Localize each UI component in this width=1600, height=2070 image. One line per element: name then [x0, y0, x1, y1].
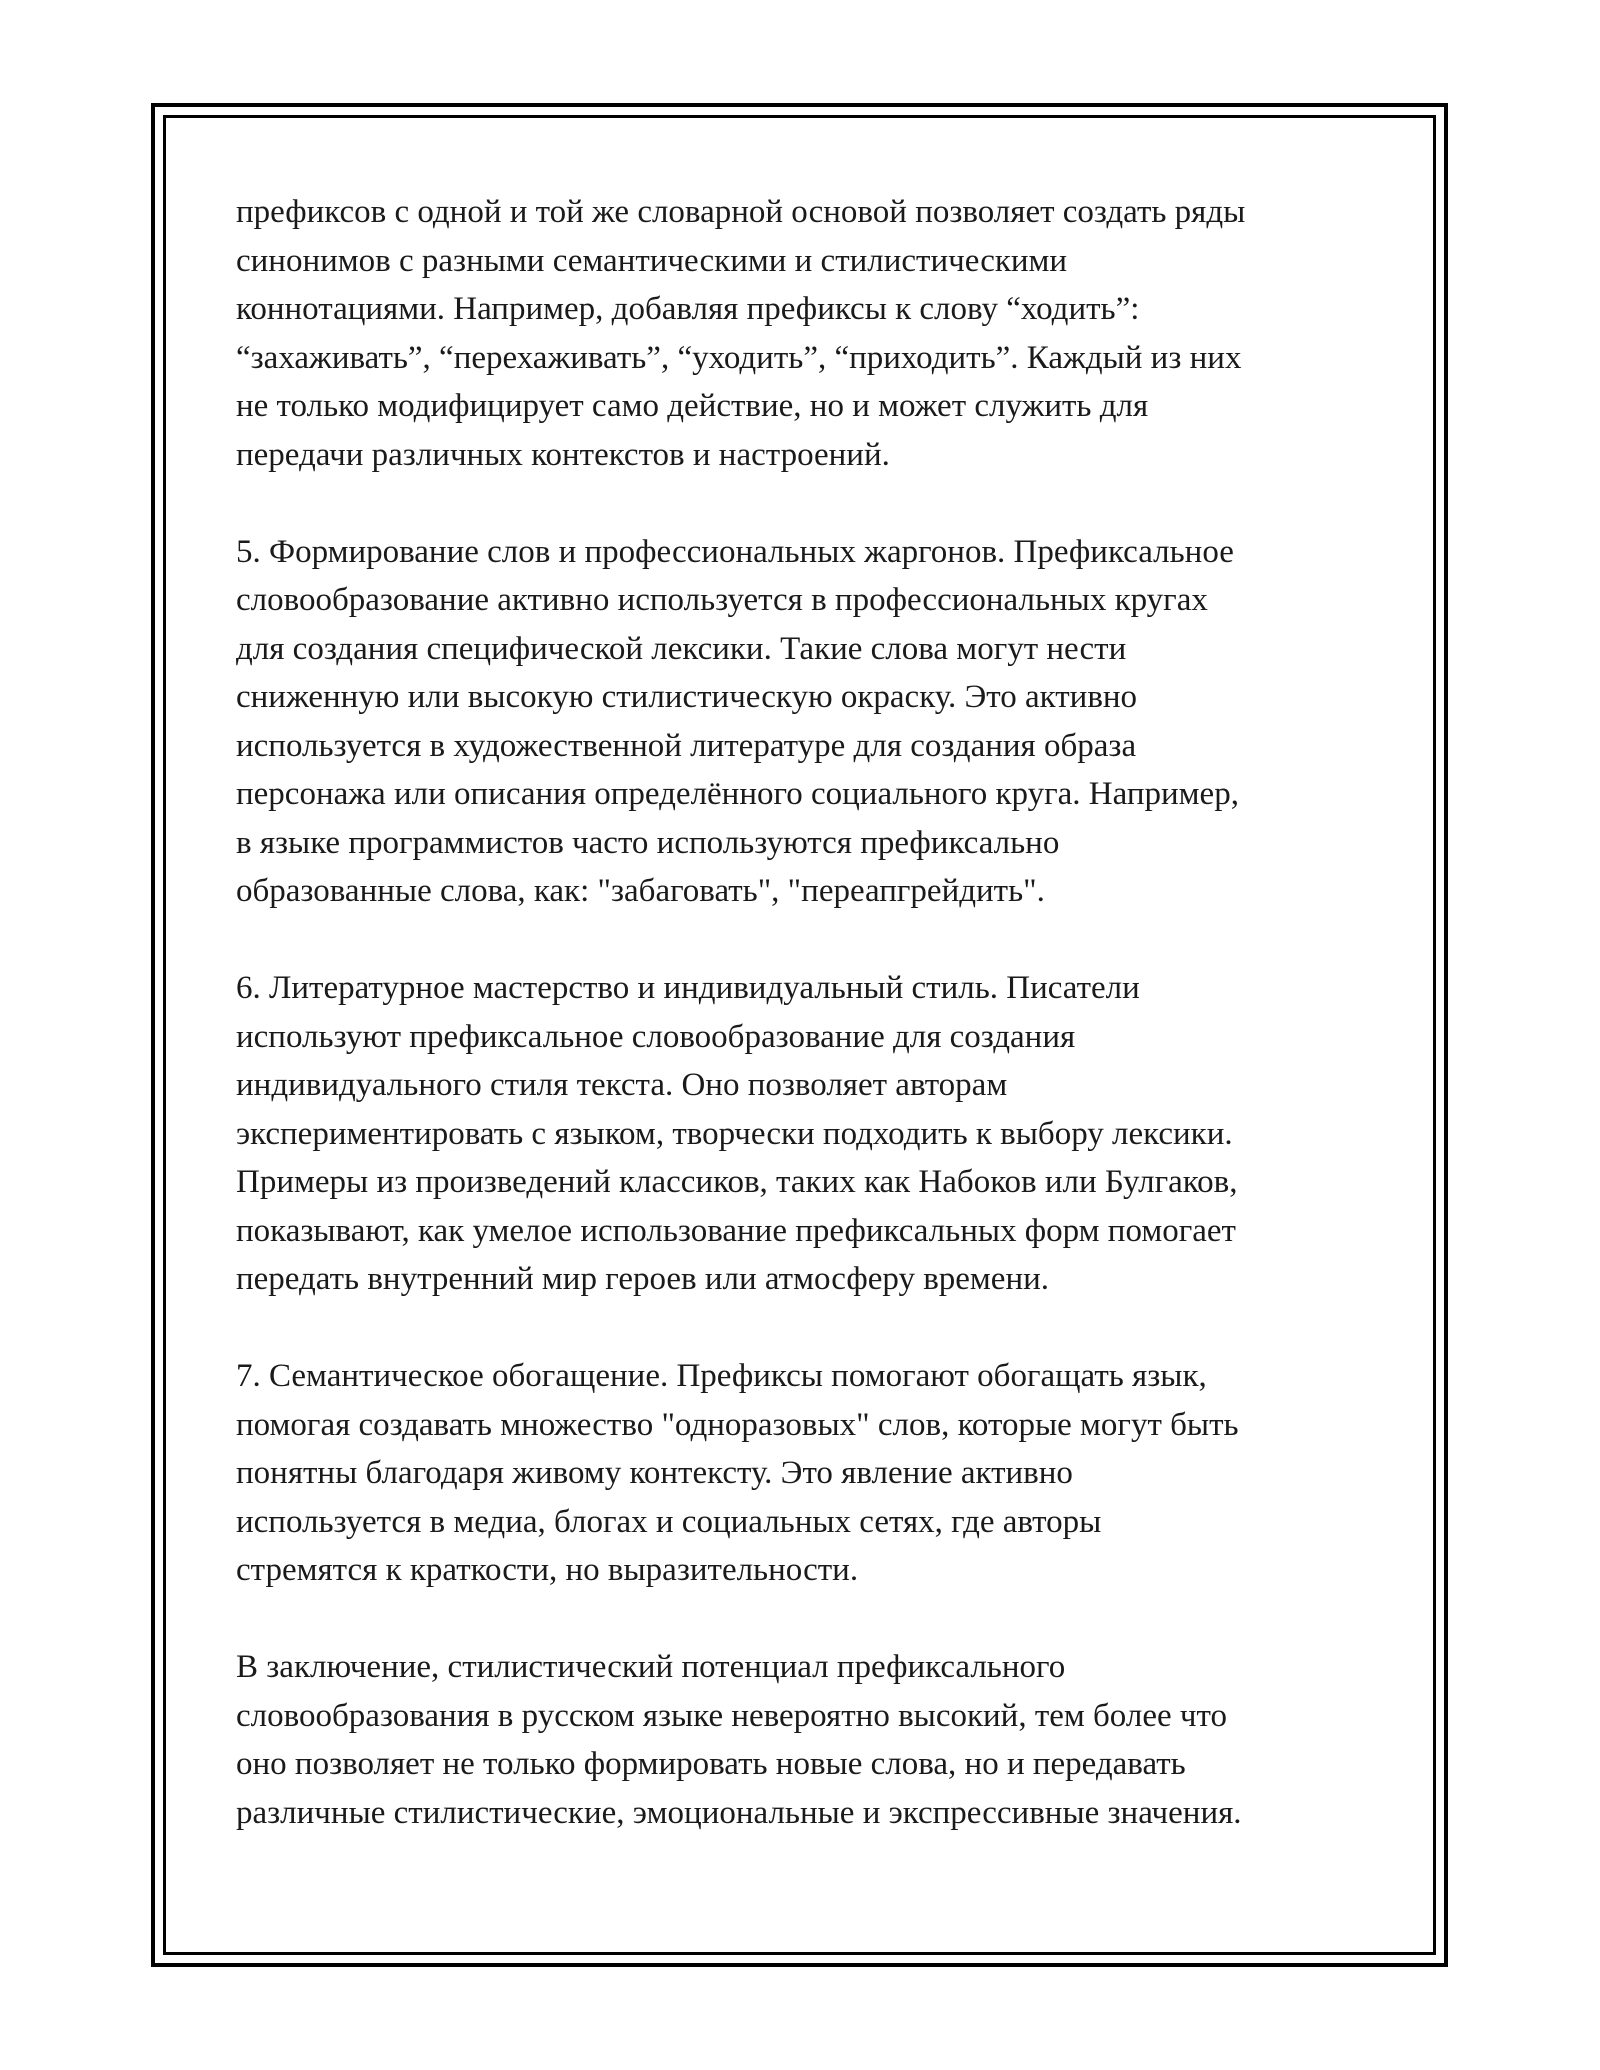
- paragraph-7-semantic-enrichment: 7. Семантическое обогащение. Префиксы помогают обогащать язык, помогая создавать множество "одноразовых" слов, которые могут быть понятны благодаря живому контексту. Это явление активно используется в медиа, блогах и социальных сетях, где авторы стремятся к краткости, но выразительности.: [236, 1358, 1239, 1588]
- paragraph-5-professional-jargon: 5. Формирование слов и профессиональных жаргонов. Префиксальное словообразование активно используется в профессиональных кругах для создания специфической лексики. Такие слова могут нести сниженную или высокую стилистическую окраску. Это активно используется в художественной литературе для создания образа персонажа или описания определённого социального круга. Например, в языке программистов часто используются префиксально образованные слова, как: "забаговать", "переапгрейдить".: [236, 533, 1239, 909]
- paragraph-6-literary-style: 6. Литературное мастерство и индивидуальный стиль. Писатели используют префиксальное словообразование для создания индивидуального стиля текста. Оно позволяет авторам экспериментировать с языком, творчески подходить к выбору лексики. Примеры из произведений классиков, таких как Набоков или Булгаков, показывают, как умелое использование префиксальных форм помогает передать внутренний мир героев или атмосферу времени.: [236, 970, 1238, 1297]
- paragraph-synonyms-continuation: префиксов с одной и той же словарной основой позволяет создать ряды синонимов с разными семантическими и стилистическими коннотациями. Например, добавляя префиксы к слову “ходить”: “захаживать”, “перехаживать”, “уходить”, “приходить”. Каждый из них не только модифицирует само действие, но и может служить для передачи различных контекстов и настроений.: [236, 194, 1246, 473]
- paragraph-conclusion: В заключение, стилистический потенциал префиксального словообразования в русском языке невероятно высокий, тем более что оно позволяет не только формировать новые слова, но и передавать различные стилистические, эмоциональные и экспрессивные значения.: [236, 1649, 1242, 1831]
- document-body: [236, 188, 1396, 1837]
